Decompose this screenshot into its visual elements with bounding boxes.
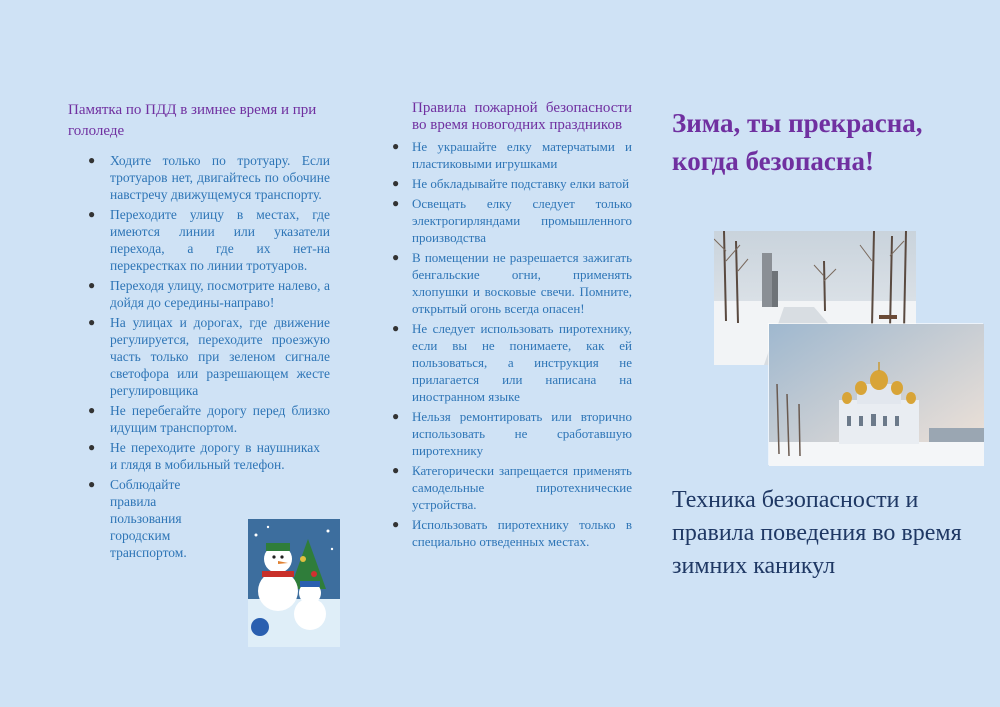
bullet-dot-icon: ● — [88, 315, 96, 329]
list-item: ● Не обкладывайте подставку елки ватой — [392, 176, 630, 191]
winter-cathedral-photo — [769, 324, 984, 466]
brochure-subtitle: Техника безопасности и правила поведения во время зимних каникул — [672, 487, 962, 579]
list-item: ● В помещении не разрешается зажигать бенгальские огни, применять хлопушки и восковые свечи. Помните, открытый огонь всегда опасен! — [392, 250, 632, 316]
bullet-dot-icon: ● — [88, 278, 96, 292]
page-title: Зима, ты прекрасна, когда безопасна! — [672, 108, 923, 176]
bullet-dot-icon: ● — [392, 139, 400, 153]
fire-safety-heading: Правила пожарной безопасности во время новогодних праздников — [412, 100, 632, 133]
fire-safety-list — [390, 138, 632, 550]
list-item: ● Освещать елку следует только электрогирляндами промышленного производства — [392, 196, 632, 245]
right-panel — [672, 104, 972, 180]
bullet-dot-icon: ● — [392, 250, 400, 264]
list-item: ● Соблюдайте правила пользования городским транспортом. — [88, 477, 187, 560]
list-item: ● Не перебегайте дорогу перед близко идущим транспортом. — [88, 403, 330, 435]
bullet-dot-icon: ● — [88, 207, 96, 221]
bullet-dot-icon: ● — [392, 463, 400, 477]
list-item: ● Использовать пиротехнику только в специально отведенных местах. — [392, 517, 632, 549]
traffic-rules-heading: Памятка по ПДД в зимнее время и при гололеде — [68, 102, 317, 139]
list-item: ● Нельзя ремонтировать или вторично использовать не сработавшую пиротехнику — [392, 409, 632, 458]
snowman-picture — [248, 519, 340, 647]
traffic-rules-list — [68, 152, 330, 561]
list-item: ● Переходите улицу в местах, где имеются линии или указатели перехода, а где их нет-на перекрестках по линии тротуаров. — [88, 207, 330, 273]
list-item: ● Не украшайте елку матерчатыми и пластиковыми игрушками — [392, 139, 632, 171]
bullet-dot-icon: ● — [392, 409, 400, 423]
list-item: ● На улицах и дорогах, где движение регулируется, переходите проезжую часть только при зеленом сигнале светофора или разрешающем жесте регулировщика — [88, 315, 330, 398]
list-item: ● Переходя улицу, посмотрите налево, а дойдя до середины-направо! — [88, 278, 330, 310]
bullet-dot-icon: ● — [88, 153, 96, 167]
list-item: ● Категорически запрещается применять самодельные пиротехнические устройства. — [392, 463, 632, 512]
bullet-dot-icon: ● — [392, 321, 400, 335]
list-item: ● Не следует использовать пиротехнику, если вы не понимаете, как ей пользоваться, а инструкция не прилагается или написана на иностранном языке — [392, 321, 632, 404]
bullet-dot-icon: ● — [88, 440, 96, 454]
bullet-dot-icon: ● — [392, 176, 400, 190]
middle-panel — [390, 100, 632, 553]
left-panel — [68, 100, 330, 564]
bullet-dot-icon: ● — [392, 196, 400, 210]
bullet-dot-icon: ● — [392, 517, 400, 531]
bullet-dot-icon: ● — [88, 477, 96, 491]
list-item: ● Не переходите дорогу в наушниках и глядя в мобильный телефон. — [88, 440, 320, 472]
bullet-dot-icon: ● — [88, 403, 96, 417]
list-item: ● Ходите только по тротуару. Если тротуаров нет, двигайтесь по обочине навстречу движущемуся транспорту. — [88, 153, 330, 202]
